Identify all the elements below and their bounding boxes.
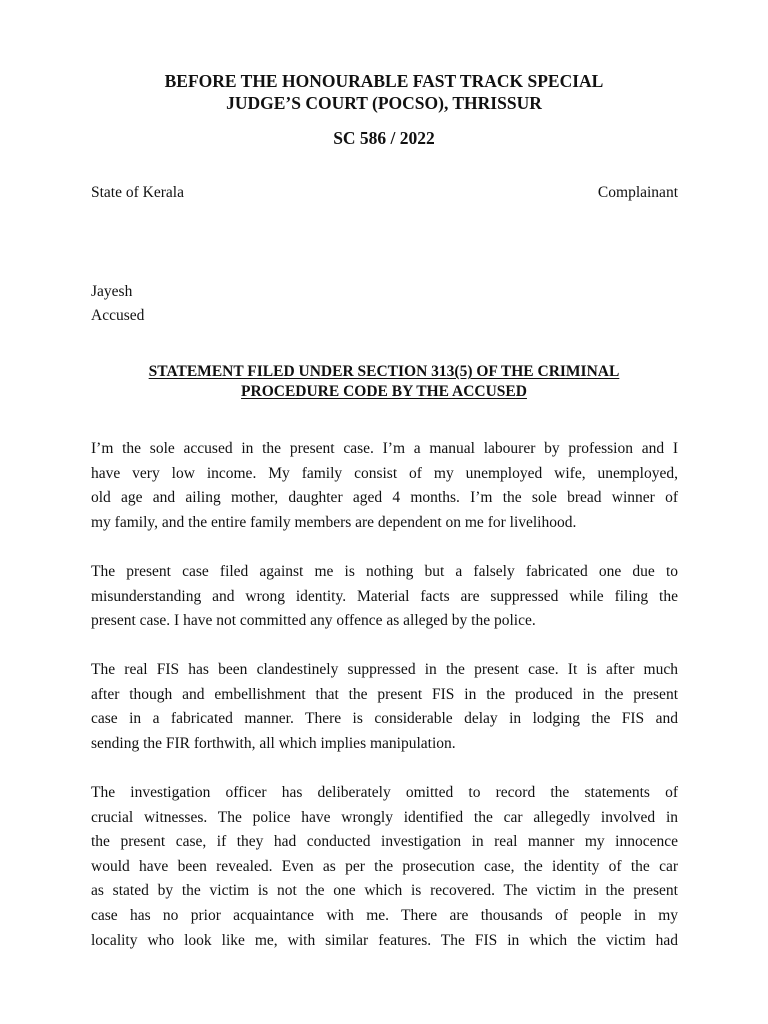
paragraph-line: I’m the sole accused in the present case. I’m a manual labourer by profession and I: [91, 440, 678, 457]
paragraph-2: [91, 560, 678, 634]
paragraph-line: have very low income. My family consist of my unemployed wife, unemployed,: [91, 464, 678, 482]
paragraph-line: after though and embellishment that the present FIS in the produced in the present: [91, 685, 678, 703]
accused-role: Accused: [91, 307, 145, 324]
paragraph-line: The investigation officer has deliberately omitted to record the statements of: [91, 784, 678, 801]
statement-title: [90, 362, 678, 402]
paragraph-line: misunderstanding and wrong identity. Material facts are suppressed while filing the: [91, 587, 678, 605]
paragraph-line: case in a fabricated manner. There is considerable delay in lodging the FIS and: [91, 710, 678, 728]
paragraph-line: old age and ailing mother, daughter aged 4 months. I’m the sole bread winner of: [91, 489, 678, 507]
court-heading: [90, 70, 678, 114]
paragraph-line: my family, and the entire family members are dependent on me for livelihood.: [91, 513, 577, 531]
paragraph-3: [91, 658, 678, 756]
paragraph-line: The present case filed against me is nothing but a falsely fabricated one due to: [91, 563, 678, 580]
paragraph-line: would have been revealed. Even as per the prosecution case, the identity of the car: [91, 857, 678, 875]
paragraph-line: locality who look like me, with similar features. The FIS in which the victim had: [91, 931, 678, 949]
paragraph-line: the present case, if they had conducted investigation in real manner my innocence: [91, 833, 678, 851]
paragraph-line: present case. I have not committed any offence as alleged by the police.: [91, 612, 536, 630]
paragraph-line: sending the FIR forthwith, all which implies manipulation.: [91, 734, 456, 752]
statement-title-line-2: PROCEDURE CODE BY THE ACCUSED: [241, 383, 527, 400]
paragraph-line: The real FIS has been clandestinely suppressed in the present case. It is after much: [91, 661, 678, 678]
paragraph-4: [91, 781, 678, 953]
court-heading-line-2: JUDGE’S COURT (POCSO), THRISSUR: [226, 93, 542, 113]
statement-title-line-1: STATEMENT FILED UNDER SECTION 313(5) OF THE CRIMINAL: [148, 363, 620, 380]
court-heading-line-1: BEFORE THE HONOURABLE FAST TRACK SPECIAL: [164, 71, 604, 91]
paragraph-line: as stated by the victim is not the one which is recovered. The victim in the present: [91, 882, 678, 900]
case-number: SC 586 / 2022: [333, 128, 435, 148]
paragraph-1: [91, 437, 678, 535]
paragraph-line: case has no prior acquaintance with me. There are thousands of people in my: [91, 906, 678, 924]
complainant-row: [91, 183, 678, 203]
complainant-name: State of Kerala: [91, 184, 184, 201]
accused-name: Jayesh: [91, 283, 133, 300]
complainant-role: Complainant: [597, 184, 678, 201]
paragraph-line: crucial witnesses. The police have wrongly identified the car allegedly involved in: [91, 808, 678, 826]
